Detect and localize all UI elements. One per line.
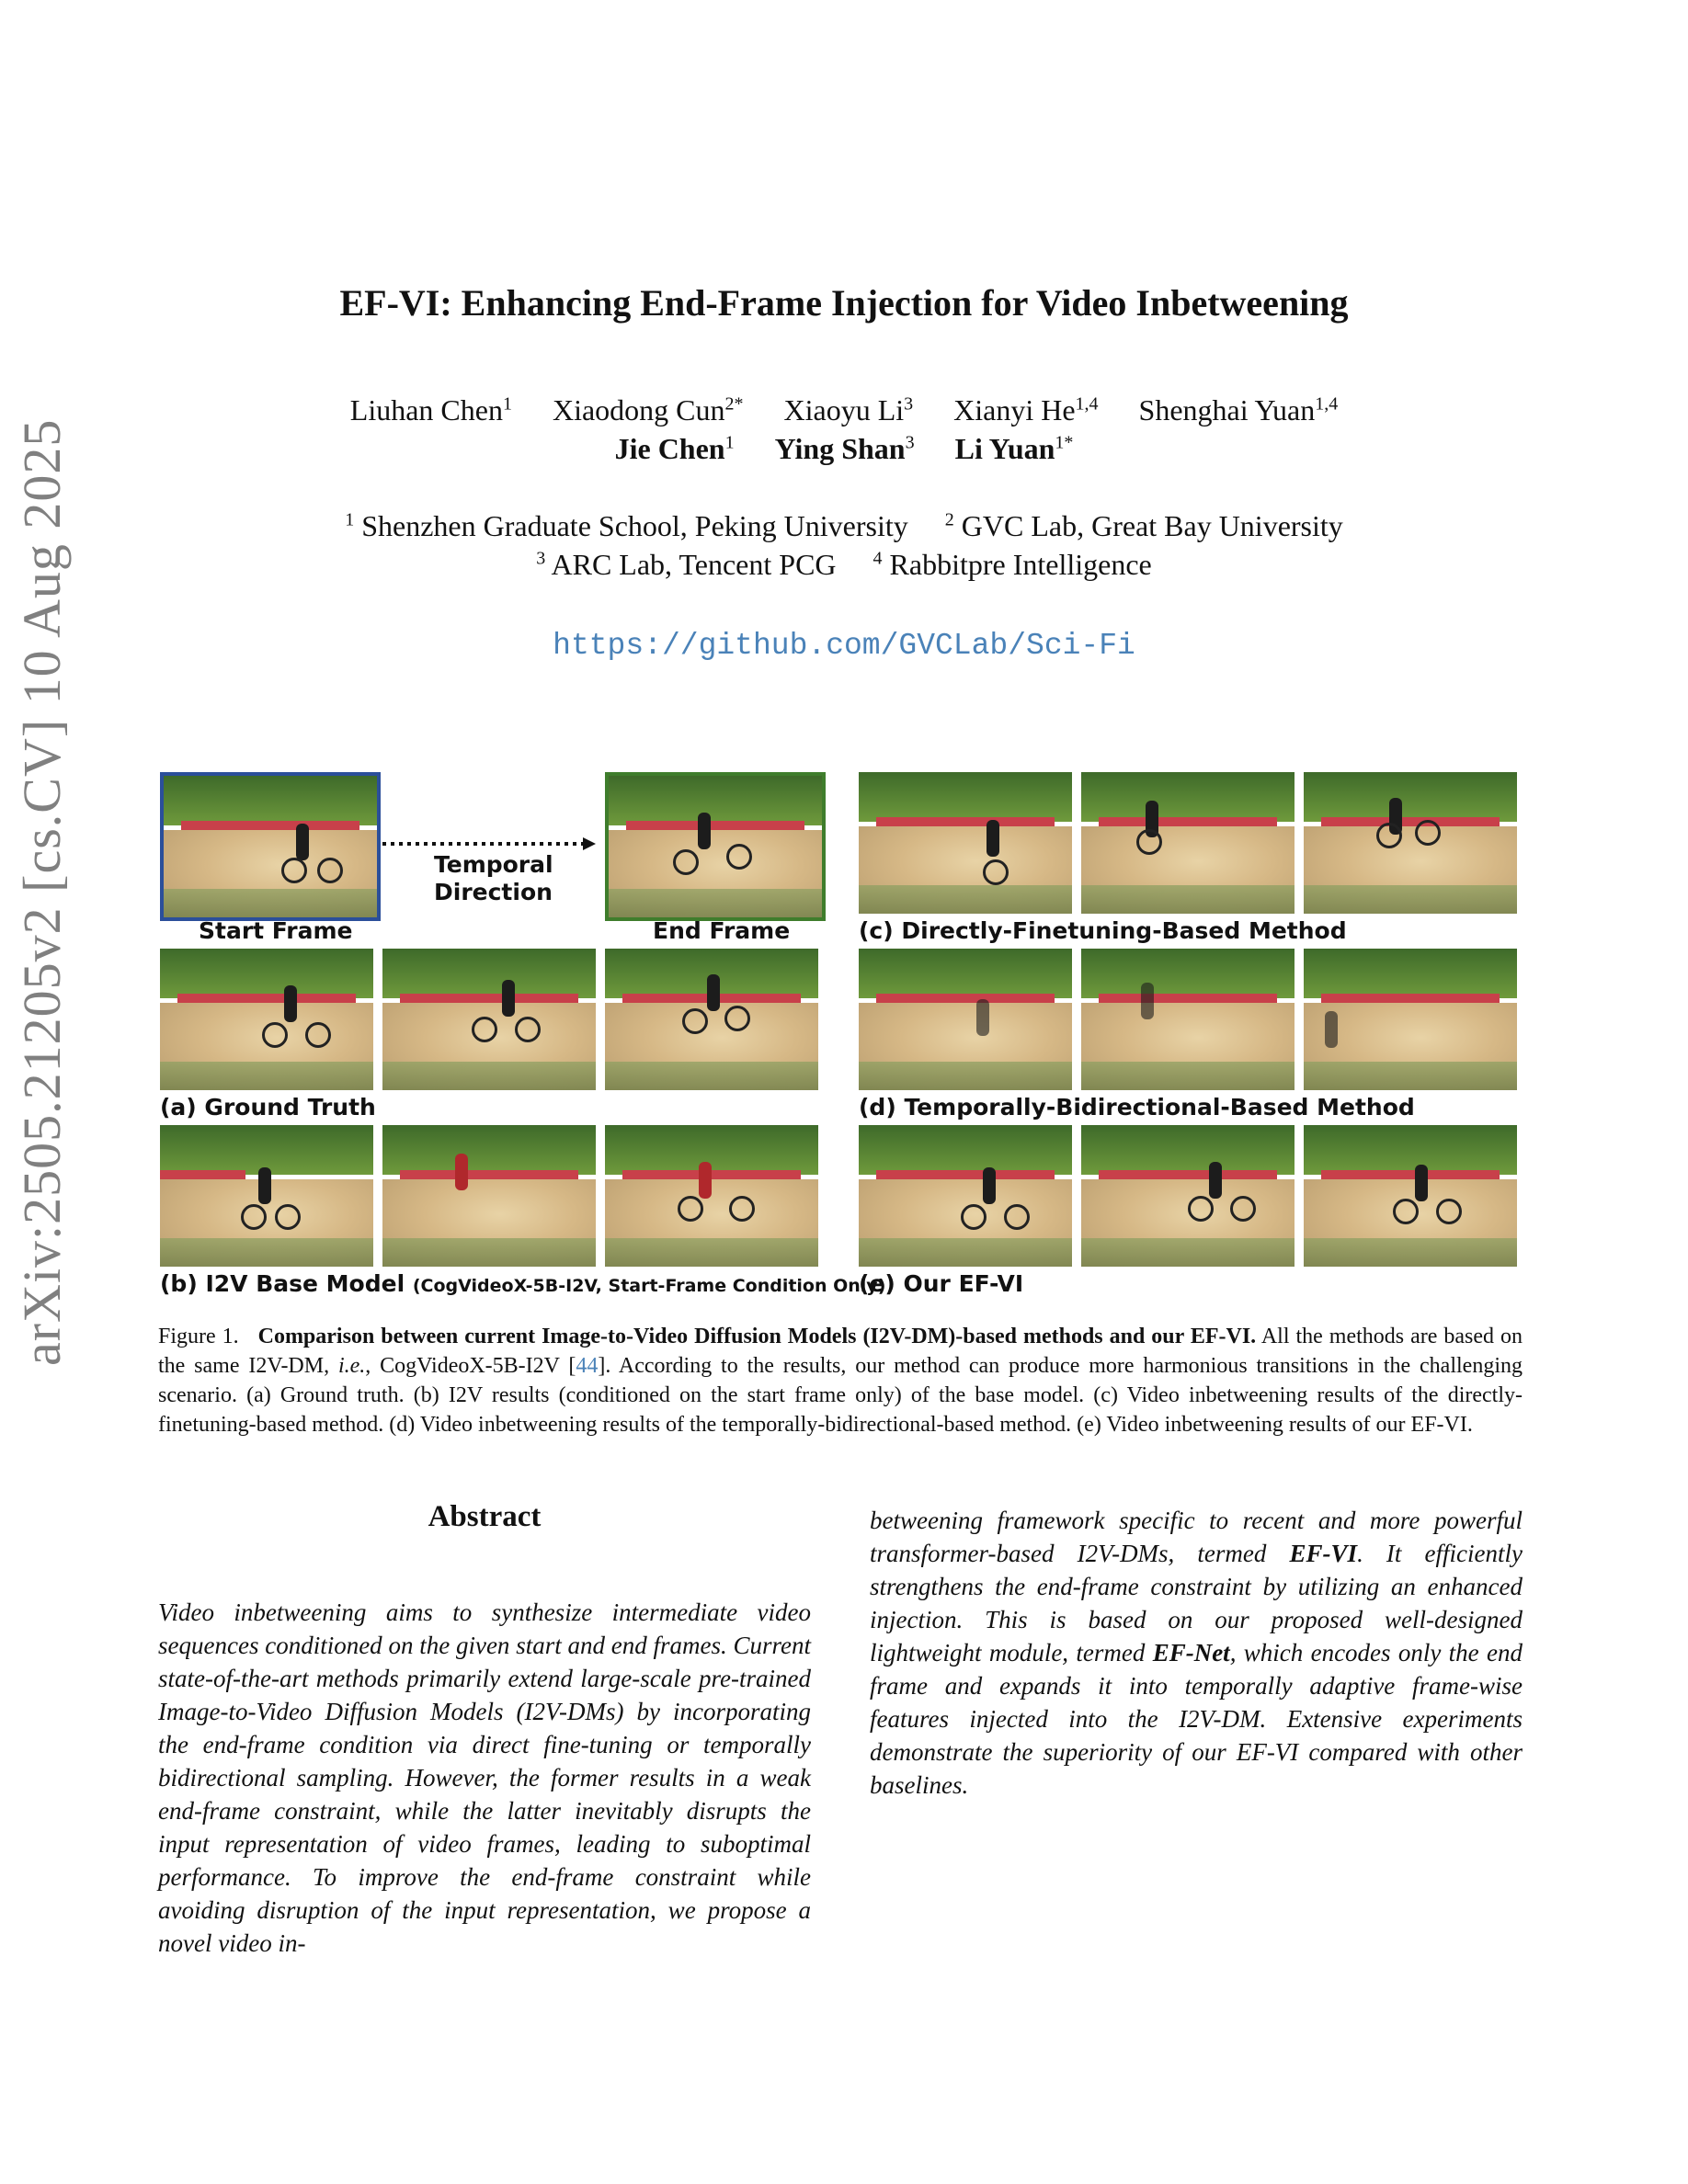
citation-link[interactable]: 44 bbox=[576, 1354, 599, 1378]
author: Li Yuan$^{1*}$ bbox=[954, 432, 1074, 465]
affiliations-line-2 bbox=[0, 548, 1688, 582]
abstract-text-column-1: Video inbetweening aims to synthesize intermediate video sequences conditioned on the given start and end frames. Current state-of-the-art methods primarily extend large-scale pre-trained Image-to-Video Diffusion Models (I2V-DMs) by incorporating the end-frame condition via direct fine-tuning or temporally bidirectional sampling. However, the former results in a weak end-frame constraint, while the latter inevitably disrupts the input representation of video frames, leading to suboptimal performance. To improve the end-frame constraint while avoiding disruption of the input representation, we propose a novel video in- bbox=[158, 1598, 811, 1957]
method-d-frame-3 bbox=[1304, 949, 1517, 1090]
author: Xiaodong Cun$^{2*}$ bbox=[552, 393, 744, 427]
figure-caption: Figure 1. Comparison between current Image-to-Video Diffusion Models (I2V-DM)-based methods and our EF-VI. All the methods are based on the same I2V-DM, i.e., CogVideoX-5B-I2V [44]. According to the results, our method can produce more harmonious transitions in the challenging scenario. (a) Ground truth. (b) I2V results (conditioned on the start frame only) of the base model. (c) Video inbetweening results of the directly-finetuning-based method. (d) Video inbetweening results of the temporally-bidirectional-based method. (e) Video inbetweening results of our EF-VI. bbox=[158, 1325, 1523, 1437]
ground-truth-frame-3 bbox=[605, 949, 818, 1090]
affiliation: $^2$ GVC Lab, Great Bay University bbox=[944, 509, 1343, 542]
method-c-frame-3 bbox=[1304, 772, 1517, 914]
ef-vi-label: (e) Our EF-VI bbox=[859, 1270, 1024, 1297]
author: Liuhan Chen$^1$ bbox=[349, 393, 512, 427]
method-d-label: (d) Temporally-Bidirectional-Based Method bbox=[859, 1094, 1415, 1120]
ground-truth-frame-1 bbox=[160, 949, 373, 1090]
author: Shenghai Yuan$^{1,4}$ bbox=[1138, 393, 1339, 427]
ground-truth-frame-2 bbox=[382, 949, 596, 1090]
method-d-frame-1 bbox=[859, 949, 1072, 1090]
method-c-label: (c) Directly-Finetuning-Based Method bbox=[859, 917, 1347, 944]
i2v-base-label: (b) I2V Base Model (CogVideoX-5B-I2V, Start-Frame Condition Only) bbox=[160, 1270, 886, 1297]
ef-vi-frame-1 bbox=[859, 1125, 1072, 1267]
affiliation: $^4$ Rabbitpre Intelligence bbox=[873, 548, 1152, 581]
method-d-frame-2 bbox=[1081, 949, 1295, 1090]
i2v-base-frame-1 bbox=[160, 1125, 373, 1267]
temporal-label: Temporal bbox=[434, 851, 553, 878]
authors-line-1 bbox=[0, 393, 1688, 427]
abstract-text-column-2: betweening framework specific to recent and more powerful transformer-based I2V-DMs, termed EF-VI. It efficiently strengthens the end-frame constraint by utilizing an enhanced injection. This is based on our proposed well-designed lightweight module, termed EF-Net, which encodes only the end frame and expands it into temporally adaptive frame-wise features injected into the I2V-DM. Extensive experiments demonstrate the superiority of our EF-VI compared with other baselines. bbox=[870, 1507, 1523, 1799]
arxiv-identifier: arXiv:2505.21205v2 [cs.CV] 10 Aug 2025 bbox=[12, 418, 72, 1366]
method-c-frame-2 bbox=[1081, 772, 1295, 914]
author: Ying Shan$^3$ bbox=[774, 432, 915, 465]
ef-vi-frame-2 bbox=[1081, 1125, 1295, 1267]
i2v-base-frame-3 bbox=[605, 1125, 818, 1267]
end-frame-image bbox=[605, 772, 826, 921]
abstract-heading: Abstract bbox=[428, 1500, 542, 1533]
affiliations-line-1 bbox=[0, 509, 1688, 543]
start-frame-image bbox=[160, 772, 381, 921]
ground-truth-label: (a) Ground Truth bbox=[160, 1094, 376, 1120]
github-link[interactable]: https://github.com/GVCLab/Sci-Fi bbox=[553, 629, 1135, 663]
direction-label: Direction bbox=[434, 879, 553, 905]
author: Xiaoyu Li$^3$ bbox=[783, 393, 914, 427]
start-frame-label: Start Frame bbox=[199, 917, 353, 944]
i2v-base-frame-2 bbox=[382, 1125, 596, 1267]
author: Jie Chen$^1$ bbox=[614, 432, 735, 465]
affiliation: $^3$ ARC Lab, Tencent PCG bbox=[536, 548, 837, 581]
temporal-direction-arrow bbox=[379, 835, 599, 853]
method-c-frame-1 bbox=[859, 772, 1072, 914]
author: Xianyi He$^{1,4}$ bbox=[953, 393, 1099, 427]
ef-vi-frame-3 bbox=[1304, 1125, 1517, 1267]
affiliation: $^1$ Shenzhen Graduate School, Peking University bbox=[345, 509, 908, 542]
paper-title: EF-VI: Enhancing End-Frame Injection for Video Inbetweening bbox=[339, 282, 1349, 324]
figure-1 bbox=[158, 768, 1523, 1302]
end-frame-label: End Frame bbox=[653, 917, 791, 944]
authors-line-2 bbox=[0, 432, 1688, 466]
